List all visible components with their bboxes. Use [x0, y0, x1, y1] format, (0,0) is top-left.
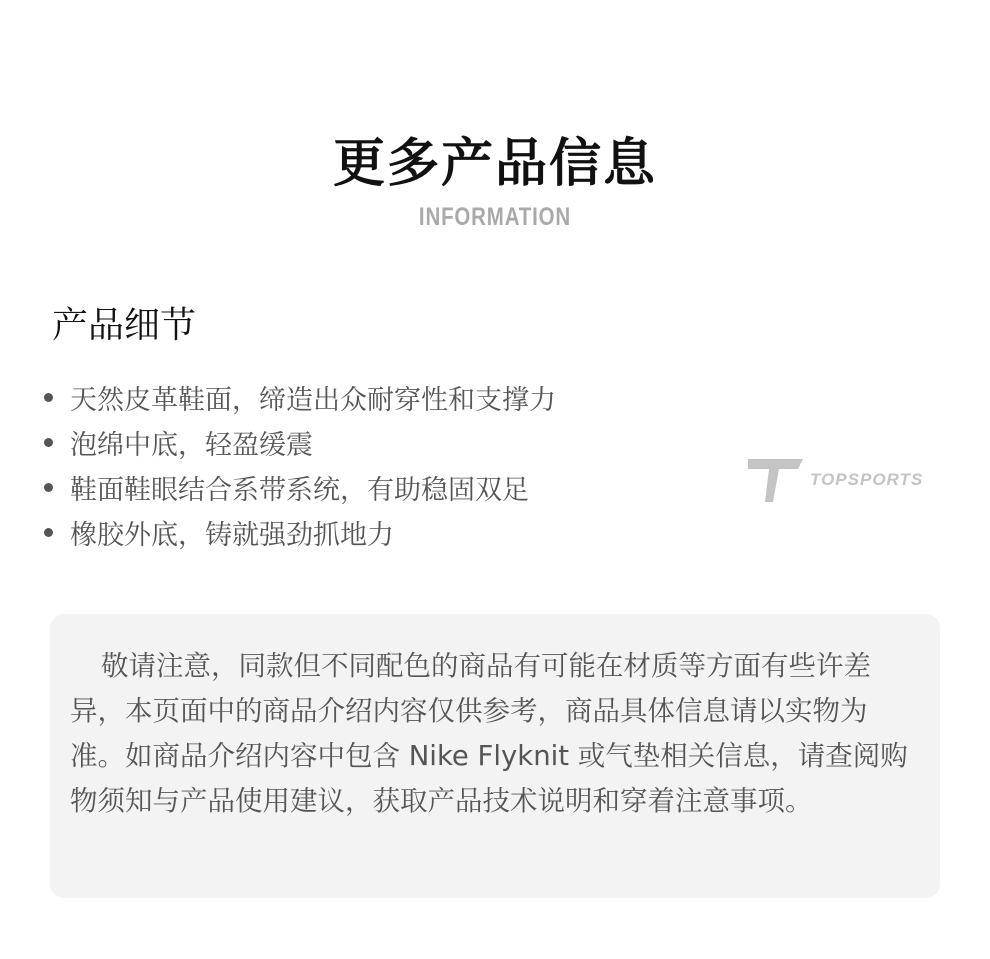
brand-logo-text: TOPSPORTS	[810, 470, 924, 489]
brand-logo	[746, 456, 936, 504]
page-subtitle: INFORMATION	[418, 203, 572, 231]
heading-block	[0, 132, 990, 234]
notice-text: 敬请注意，同款但不同配色的商品有可能在材质等方面有些许差异，本页面中的商品介绍内容仅供参考，商品具体信息请以实物为准。如商品介绍内容中包含 Nike Flyknit 或气垫相关信息，请查阅购物须知与产品使用建议，获取产品技术说明和穿着注意事项。	[70, 650, 908, 817]
list-item	[44, 420, 556, 465]
list-item-text: 天然皮革鞋面，缔造出众耐穿性和支撑力	[70, 385, 556, 416]
bullet-icon	[44, 438, 53, 447]
list-item-text: 橡胶外底，铸就强劲抓地力	[70, 520, 394, 551]
bullet-icon	[44, 393, 53, 402]
page-title: 更多产品信息	[332, 134, 657, 194]
notice-box	[50, 614, 940, 898]
list-item-text: 泡绵中底，轻盈缓震	[70, 430, 313, 461]
detail-list	[44, 375, 556, 555]
bullet-icon	[44, 483, 53, 492]
bullet-icon	[44, 528, 53, 537]
list-item-text: 鞋面鞋眼结合系带系统，有助稳固双足	[70, 475, 529, 506]
list-item	[44, 510, 556, 555]
list-item	[44, 375, 556, 420]
section-title: 产品细节	[52, 305, 197, 346]
topsports-t-icon	[746, 456, 806, 504]
list-item	[44, 465, 556, 510]
